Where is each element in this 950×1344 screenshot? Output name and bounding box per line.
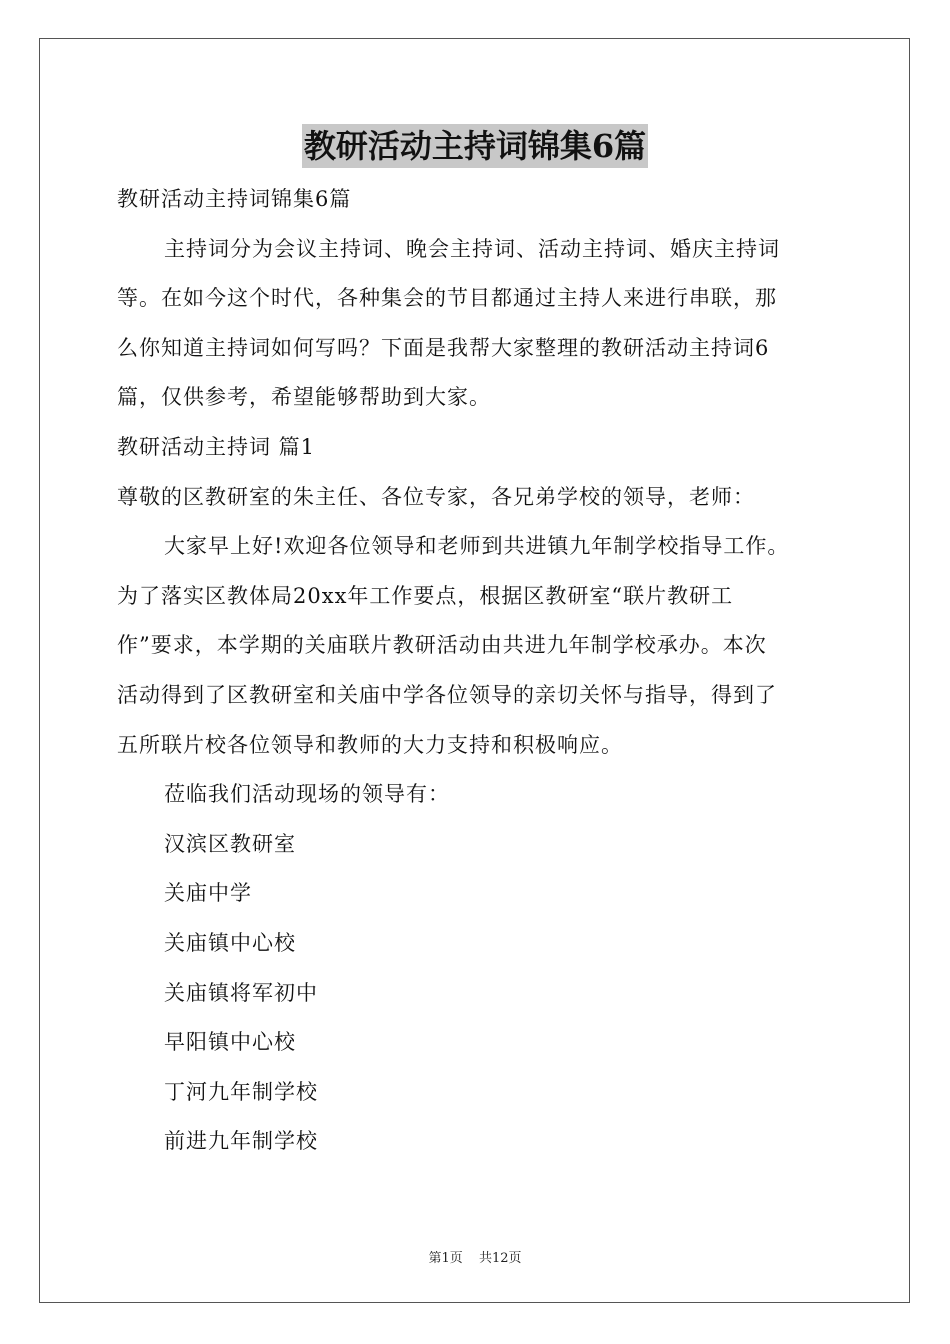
text-line: 关庙镇将军初中 (164, 980, 318, 1005)
text-line: 丁河九年制学校 (164, 1079, 318, 1104)
text-line: 教研活动主持词 篇1 (117, 434, 316, 459)
text-line: 教研活动主持词锦集6篇 (117, 187, 352, 211)
text-line: 篇，仅供参考，希望能够帮助到大家。 (117, 385, 491, 410)
document-title: 教研活动主持词锦集6篇 (302, 124, 648, 168)
text-line: 关庙中学 (164, 881, 252, 906)
text-line: 作”要求，本学期的关庙联片教研活动由共进九年制学校承办。本次 (117, 633, 767, 658)
text-line: 关庙镇中心校 (164, 930, 296, 955)
text-line: 前进九年制学校 (164, 1129, 318, 1154)
page-total: 共12页 (478, 1251, 522, 1266)
page-footer (0, 1247, 950, 1266)
title-area (0, 124, 950, 168)
text-line: 大家早上好!欢迎各位领导和老师到共进镇九年制学校指导工作。 (164, 534, 790, 559)
text-line: 莅临我们活动现场的领导有： (164, 782, 450, 807)
text-line: 活动得到了区教研室和关庙中学各位领导的亲切关怀与指导，得到了 (117, 682, 777, 707)
text-line: 为了落实区教体局20xx年工作要点，根据区教研室“联片教研工 (117, 583, 734, 608)
text-line: 汉滨区教研室 (164, 831, 296, 856)
text-line: 早阳镇中心校 (164, 1030, 296, 1055)
page-number: 第1页 (428, 1251, 463, 1266)
text-line: 么你知道主持词如何写吗？下面是我帮大家整理的教研活动主持词6 (117, 335, 770, 360)
text-line: 尊敬的区教研室的朱主任、各位专家，各兄弟学校的领导，老师： (117, 484, 755, 509)
text-line: 主持词分为会议主持词、晚会主持词、活动主持词、婚庆主持词 (164, 236, 780, 261)
text-line: 等。在如今这个时代，各种集会的节目都通过主持人来进行串联，那 (117, 286, 777, 311)
document-body (117, 178, 837, 1170)
text-line: 五所联片校各位领导和教师的大力支持和积极响应。 (117, 732, 623, 757)
